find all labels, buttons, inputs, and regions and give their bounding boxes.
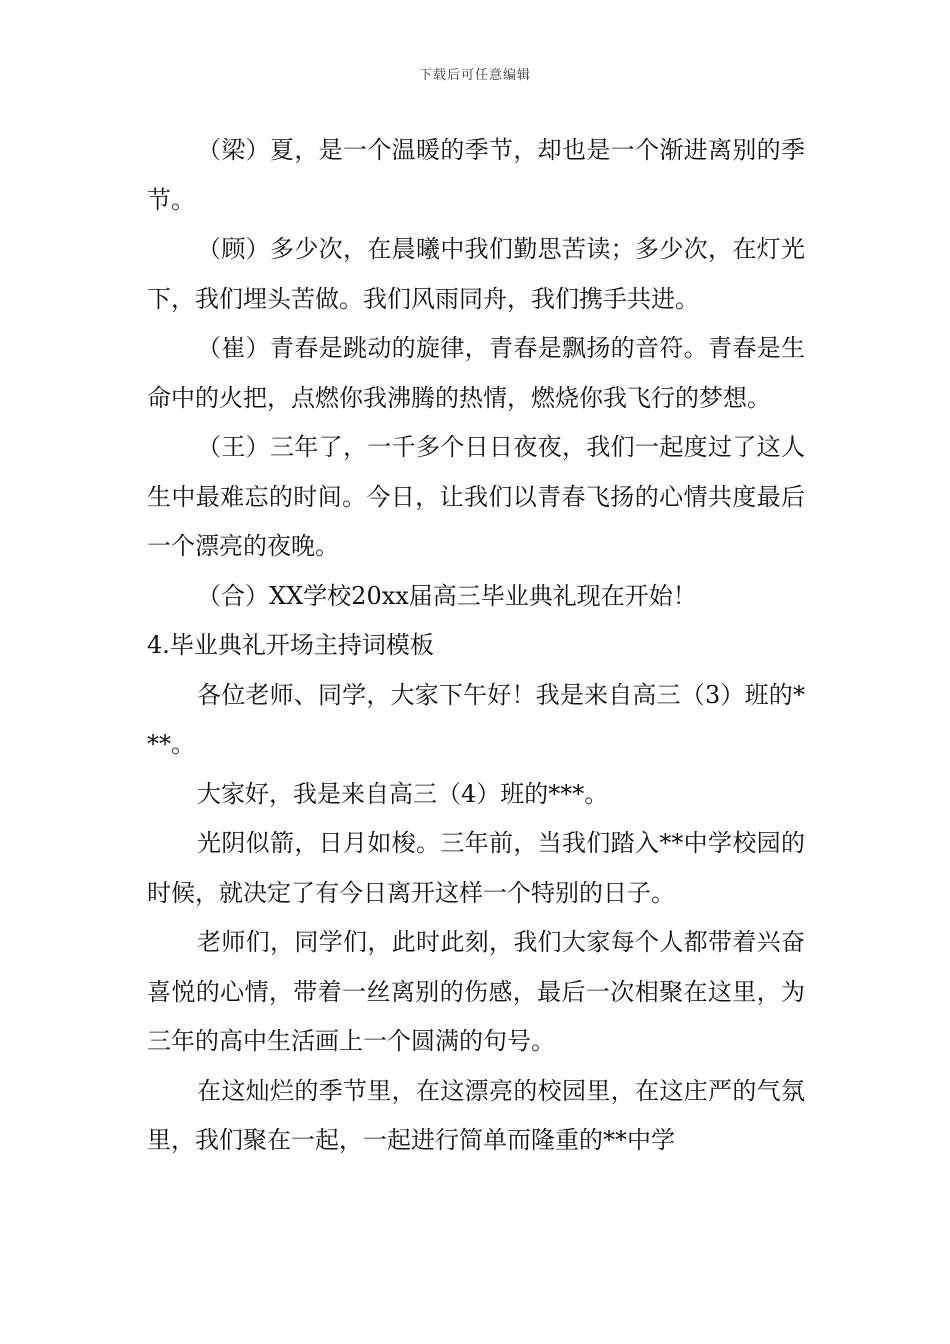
section-heading: 4.毕业典礼开场主持词模板 — [147, 631, 434, 659]
paragraph-cui: （崔）青春是跳动的旋律，青春是飘扬的音符。青春是生命中的火把，点燃你我沸腾的热情，燃烧你我飞行的梦想。 — [147, 334, 805, 412]
page-header: 下载后可任意编辑 — [418, 68, 531, 83]
paragraph-teachers-students: 老师们，同学们，此时此刻，我们大家每个人都带着兴奋喜悦的心情，带着一丝离别的伤感，最后一次相聚在这里，为三年的高中生活画上一个圆满的句号。 — [147, 928, 805, 1055]
paragraph-brilliant-season: 在这灿烂的季节里，在这漂亮的校园里，在这庄严的气氛里，我们聚在一起，一起进行简单而隆重的**中学 — [147, 1076, 805, 1154]
paragraph-greeting-1: 各位老师、同学，大家下午好！我是来自高三（3）班的***。 — [147, 680, 805, 758]
paragraph-together: （合）XX学校20xx届高三毕业典礼现在开始！ — [197, 581, 697, 610]
document-body — [147, 126, 805, 1166]
paragraph-greeting-2: 大家好，我是来自高三（4）班的***。 — [197, 779, 609, 808]
paragraph-time-flies: 光阴似箭，日月如梭。三年前，当我们踏入**中学校园的时候，就决定了有今日离开这样一个特别的日子。 — [147, 829, 805, 907]
paragraph-gu: （顾）多少次，在晨曦中我们勤思苦读；多少次，在灯光下，我们埋头苦做。我们风雨同舟，我们携手共进。 — [147, 235, 805, 313]
paragraph-wang: （王）三年了，一千多个日日夜夜，我们一起度过了这人生中最难忘的时间。今日，让我们以青春飞扬的心情共度最后一个漂亮的夜晚。 — [147, 433, 805, 560]
paragraph-liang: （梁）夏，是一个温暖的季节，却也是一个渐进离别的季节。 — [147, 136, 805, 214]
